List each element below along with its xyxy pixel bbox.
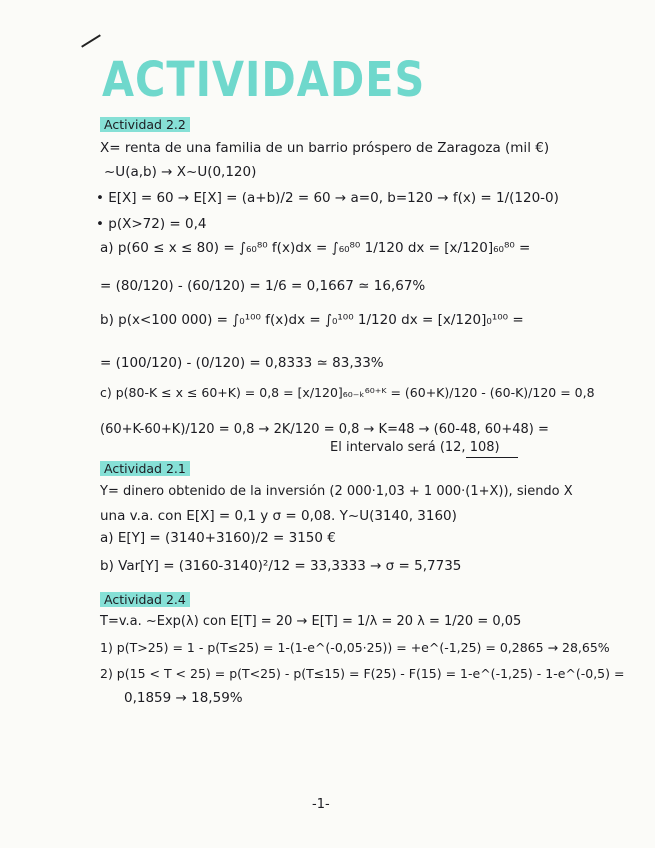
line-part-a-result: = (80/120) - (60/120) = 1/6 = 0,1667 ≃ 16,67% — [100, 278, 426, 294]
section-heading-2-2: Actividad 2.2 — [100, 117, 190, 132]
section-heading-2-1: Actividad 2.1 — [100, 461, 190, 476]
page-title: ACTIVIDADES — [102, 50, 426, 108]
line-definition: X= renta de una familia de un barrio próspero de Zaragoza (mil €) — [100, 140, 550, 156]
section-heading-2-4: Actividad 2.4 — [100, 592, 190, 607]
line-part-b-variance: b) Var[Y] = (3160-3140)²/12 = 33,3333 → σ = 5,7735 — [100, 558, 462, 574]
line-part-1: 1) p(T>25) = 1 - p(T≤25) = 1-(1-e^(-0,05·25)) = +e^(-1,25) = 0,2865 → 28,65% — [100, 640, 610, 655]
line-expectation: • E[X] = 60 → E[X] = (a+b)/2 = 60 → a=0, b=120 → f(x) = 1/(120-0) — [96, 190, 559, 206]
line-y-definition: Y= dinero obtenido de la inversión (2 000·1,03 + 1 000·(1+X)), siendo X — [100, 484, 573, 499]
line-part-c: c) p(80-K ≤ x ≤ 60+K) = 0,8 = [x/120]₆₀₋ₖ⁶⁰⁺ᴷ = (60+K)/120 - (60-K)/120 = 0,8 — [100, 385, 595, 400]
page-number: -1- — [312, 797, 330, 812]
line-interval-result: El intervalo será (12, 108) — [330, 440, 500, 455]
line-probability-given: • p(X>72) = 0,4 — [96, 216, 207, 232]
line-part-2: 2) p(15 < T < 25) = p(T<25) - p(T≤15) = F(25) - F(15) = 1-e^(-1,25) - 1-e^(-0,5) = — [100, 666, 625, 681]
line-t-definition: T=v.a. ~Exp(λ) con E[T] = 20 → E[T] = 1/λ = 20 λ = 1/20 = 0,05 — [100, 614, 522, 629]
line-part-a: a) p(60 ≤ x ≤ 80) = ∫₆₀⁸⁰ f(x)dx = ∫₆₀⁸⁰ 1/120 dx = [x/120]₆₀⁸⁰ = — [100, 240, 531, 256]
result-underline — [466, 457, 518, 458]
line-part-b: b) p(x<100 000) = ∫₀¹⁰⁰ f(x)dx = ∫₀¹⁰⁰ 1/120 dx = [x/120]₀¹⁰⁰ = — [100, 312, 524, 328]
line-distribution: ~U(a,b) → X~U(0,120) — [104, 164, 257, 180]
line-part-2-result: 0,1859 → 18,59% — [124, 690, 243, 706]
line-part-c-solve: (60+K-60+K)/120 = 0,8 → 2K/120 = 0,8 → K=48 → (60-48, 60+48) = — [100, 422, 549, 437]
line-part-a-mean: a) E[Y] = (3140+3160)/2 = 3150 € — [100, 530, 336, 546]
line-part-b-result: = (100/120) - (0/120) = 0,8333 ≃ 83,33% — [100, 355, 384, 371]
line-y-distribution: una v.a. con E[X] = 0,1 y σ = 0,08. Y~U(3140, 3160) — [100, 508, 457, 524]
pen-stroke-mark — [81, 34, 101, 47]
